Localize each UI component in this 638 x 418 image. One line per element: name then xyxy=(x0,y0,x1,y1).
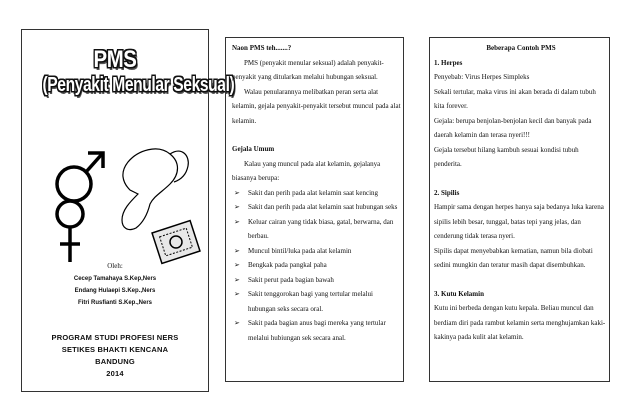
disease-title: 2. Sipilis xyxy=(434,188,460,197)
paragraph: Kutu ini berbeda dengan kutu kepala. Beliau muncul dan berdiam diri pada rambut kelamin serta menghujamkan kaki-kakinya pada kulit alat kelamin. xyxy=(434,304,606,341)
symptom-list xyxy=(232,186,402,346)
author-name: Fitri Rusfianti S.Kep.,Ners xyxy=(77,300,152,306)
section-heading: Beberapa Contoh PMS xyxy=(486,44,556,52)
cover-title: PMS xyxy=(93,46,137,73)
condom-icon xyxy=(122,149,188,230)
cover-subtitle: (Penyakit Menular Seksual) xyxy=(42,74,235,96)
disease-title: 1. Herpes xyxy=(434,58,463,67)
institution-city: BANDUNG xyxy=(95,357,135,366)
disease-title: 3. Kutu Kelamin xyxy=(434,289,484,298)
institution-program: PROGRAM STUDI PROFESI NERS xyxy=(51,333,179,342)
examples-panel xyxy=(429,37,610,382)
list-item: ➢ Sakit perut pada bagian bawah xyxy=(232,273,402,288)
paragraph: PMS (penyakit menular seksual) adalah penyakit-penyakit yang ditularkan melalui hubungan seksual. xyxy=(232,58,384,81)
female-symbol-icon xyxy=(57,201,83,262)
list-item: ➢ Sakit dan perih pada alat kelamin saat kencing xyxy=(232,186,402,201)
paragraph: Penyebab: Virus Herpes Simpleks xyxy=(434,73,530,81)
list-item: ➢ Sakit tenggorokan bagi yang tertular melalui hubungan seks secara oral. xyxy=(232,287,402,316)
paragraph: Gejala: berupa benjolan-benjolan kecil dan banyak pada daerah kelamin dan terasa nyeri!!! xyxy=(434,116,592,139)
list-item: ➢ Keluar cairan yang tidak biasa, gatal, berwarna, dan berbau. xyxy=(232,215,402,244)
cover-panel xyxy=(21,29,235,392)
paragraph: Hampir sama dengan herpes hanya saja bedanya luka karena sipilis lebih besar, tunggal, batas tepi yang jelas, dan cenderung tidak terasa nyeri. xyxy=(434,203,604,240)
section-heading: Gejala Umum xyxy=(232,145,275,153)
male-symbol-icon xyxy=(57,153,103,201)
info-panel xyxy=(225,37,404,382)
list-item: ➢ Sakit pada bagian anus bagi mereka yang tertular melalui hubiungan sek secara anal. xyxy=(232,316,402,345)
institution-year: 2014 xyxy=(106,369,124,378)
paragraph: Gejala tersebut hilang kambuh sesuai kondisi tubuh penderita. xyxy=(434,145,579,168)
author-name: Endang Hulaepi S.Kep.,Ners xyxy=(74,288,156,294)
cover-illustration xyxy=(30,132,206,272)
paragraph: Kalau yang muncul pada alat kelamin, gejalanya biasanya berupa: xyxy=(232,159,381,182)
section-heading: Naon PMS teh.......? xyxy=(232,44,292,52)
list-item: ➢ Muncul bintil/luka pada alat kelamin xyxy=(232,244,402,259)
paragraph: Sipilis dapat menyebabkan kematian, namun bila diobati sedini mungkin dan teratur masih dapat disembuhkan. xyxy=(434,246,593,269)
paragraph: Sekali tertular, maka virus ini akan berada di dalam tubuh kita forever. xyxy=(434,87,596,110)
by-label: Oleh: xyxy=(107,262,123,270)
condom-pack-icon xyxy=(152,221,200,264)
paragraph: Walau penularannya melibatkan peran serta alat kelamin, gejala penyakit-penyakit tersebut muncul pada alat kelamin. xyxy=(232,87,401,125)
author-name: Cecep Tamahaya S.Kep,Ners xyxy=(73,276,157,282)
list-item: ➢ Sakit dan perih pada alat kelamin saat hubungan seks xyxy=(232,200,402,215)
list-item: ➢ Bengkak pada pangkal paha xyxy=(232,258,402,273)
institution-name: SETIKES BHAKTI KENCANA xyxy=(61,345,169,354)
